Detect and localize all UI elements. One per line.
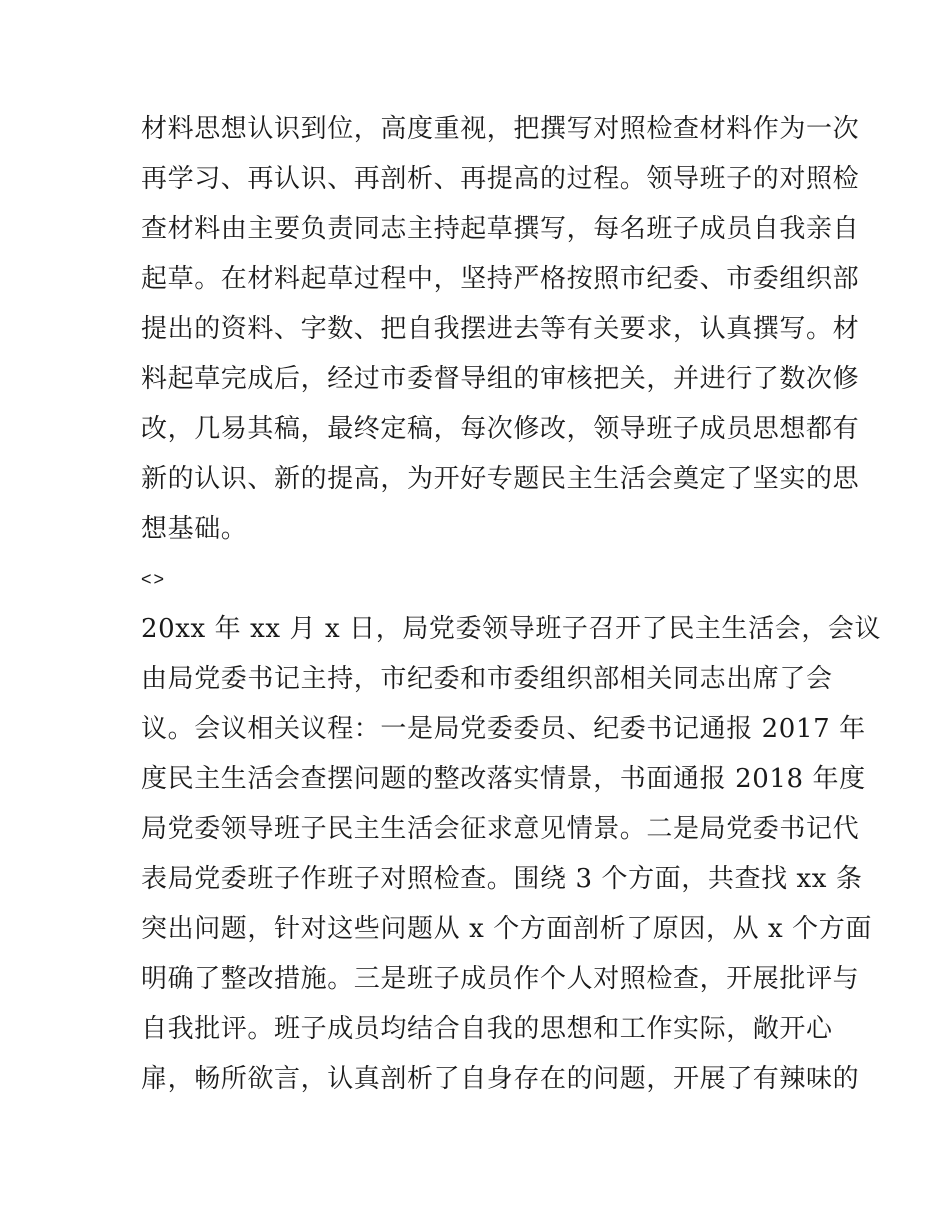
paragraph-2-line: 议。会议相关议程：一是局党委委员、纪委书记通报 2017 年: [141, 714, 866, 744]
paragraph-1-line: 起草。在材料起草过程中，坚持严格按照市纪委、市委组织部: [141, 264, 860, 294]
paragraph-2-line: 由局党委书记主持，市纪委和市委组织部相关同志出席了会: [141, 664, 833, 694]
paragraph-1-line: 改，几易其稿，最终定稿，每次修改，领导班子成员思想都有: [141, 414, 860, 444]
paragraph-2-line: 局党委领导班子民主生活会征求意见情景。二是局党委书记代: [141, 814, 860, 844]
paragraph-2-line: 明确了整改措施。三是班子成员作个人对照检查，开展批评与: [141, 964, 860, 994]
paragraph-1-line: 再学习、再认识、再剖析、再提高的过程。领导班子的对照检: [141, 164, 860, 194]
paragraph-1-line: 查材料由主要负责同志主持起草撰写，每名班子成员自我亲自: [141, 214, 860, 244]
paragraph-2-line: 扉，畅所欲言，认真剖析了自身存在的问题，开展了有辣味的: [141, 1064, 860, 1094]
paragraph-1-line: 想基础。: [141, 514, 248, 544]
paragraph-2-line: 突出问题，针对这些问题从 x 个方面剖析了原因，从 x 个方面: [141, 914, 872, 944]
paragraph-1-line: 新的认识、新的提高，为开好专题民主生活会奠定了坚实的思: [141, 464, 860, 494]
paragraph-2-line: 自我批评。班子成员均结合自我的思想和工作实际，敞开心: [141, 1014, 833, 1044]
section-marker: <>: [141, 569, 167, 589]
paragraph-2-line: 20xx 年 xx 月 x 日，局党委领导班子召开了民主生活会，会议: [141, 614, 882, 644]
paragraph-2-line: 表局党委班子作班子对照检查。围绕 3 个方面，共查找 xx 条: [141, 864, 863, 894]
paragraph-2-line: 度民主生活会查摆问题的整改落实情景，书面通报 2018 年度: [141, 764, 866, 794]
paragraph-1-line: 提出的资料、字数、把自我摆进去等有关要求，认真撰写。材: [141, 314, 860, 344]
paragraph-1-line: 料起草完成后，经过市委督导组的审核把关，并进行了数次修: [141, 364, 860, 394]
paragraph-1-line: 材料思想认识到位，高度重视，把撰写对照检查材料作为一次: [141, 114, 860, 144]
